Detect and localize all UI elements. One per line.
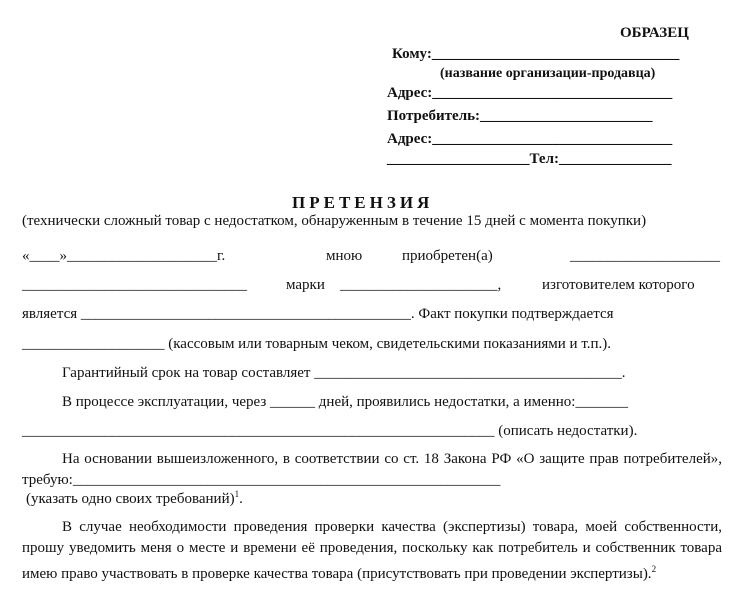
text-brand: марки bbox=[286, 277, 325, 293]
product-field[interactable]: ____________________ bbox=[570, 248, 720, 264]
recipient-field[interactable]: Кому:_________________________________ bbox=[392, 46, 680, 62]
recipient-hint: (название организации-продавца) bbox=[440, 66, 656, 81]
proof-of-purchase-line[interactable]: ___________________ (кассовым или товарным чеком, свидетельскими показаниями и т.п.). bbox=[22, 336, 612, 352]
document-subtitle: (технически сложный товар с недостатком, обнаруженным в течение 15 дней с момента покупки) bbox=[22, 213, 647, 229]
inspection-paragraph: В случае необходимости проведения проверки качества (экспертизы) товара, моей собственности, прошу уведомить меня о месте и времени её проведения, поскольку как потребитель и собственник товара имею право участвовать в проверке качества товара (присутствовать при проведении экспертизы).$^2$ bbox=[22, 519, 722, 582]
purchase-date-field[interactable]: «____»____________________г. bbox=[22, 248, 226, 264]
consumer-address-field[interactable]: Адрес:________________________________ bbox=[387, 131, 673, 147]
text-mnoyu: мною bbox=[326, 248, 363, 264]
brand-field[interactable]: _____________________, bbox=[340, 277, 502, 293]
footnote-mark-1: 1 bbox=[234, 489, 240, 499]
demand-hint: (указать одно своих требований)$^1$. bbox=[26, 489, 243, 507]
product-name-field[interactable]: ______________________________ bbox=[22, 277, 247, 293]
document-title: ПРЕТЕНЗИЯ bbox=[292, 193, 434, 212]
defects-description-line[interactable]: _______________________________________________________________ (описать недостатки). bbox=[22, 423, 638, 439]
footnote-mark-2: 2 bbox=[651, 564, 657, 574]
warranty-line[interactable]: Гарантийный срок на товар составляет _________________________________________. bbox=[62, 365, 626, 381]
address-field[interactable]: Адрес:________________________________ bbox=[387, 85, 673, 101]
defects-line[interactable]: В процессе эксплуатации, через ______ дней, проявились недостатки, а именно:_______ bbox=[62, 394, 628, 410]
text-manufacturer: изготовителем которого bbox=[542, 277, 695, 293]
text-purchased: приобретен(а) bbox=[402, 248, 493, 264]
phone-field[interactable]: ___________________Тел:_______________ bbox=[387, 151, 672, 167]
demand-paragraph: На основании вышеизложенного, в соответствии со ст. 18 Закона РФ «О защите прав потребителей», требую:_________________________________________________________ bbox=[22, 451, 722, 488]
manufacturer-line[interactable]: является ____________________________________________. Факт покупки подтверждается bbox=[22, 306, 614, 322]
sample-label: ОБРАЗЕЦ bbox=[620, 25, 689, 41]
consumer-field[interactable]: Потребитель:_______________________ bbox=[387, 108, 653, 124]
